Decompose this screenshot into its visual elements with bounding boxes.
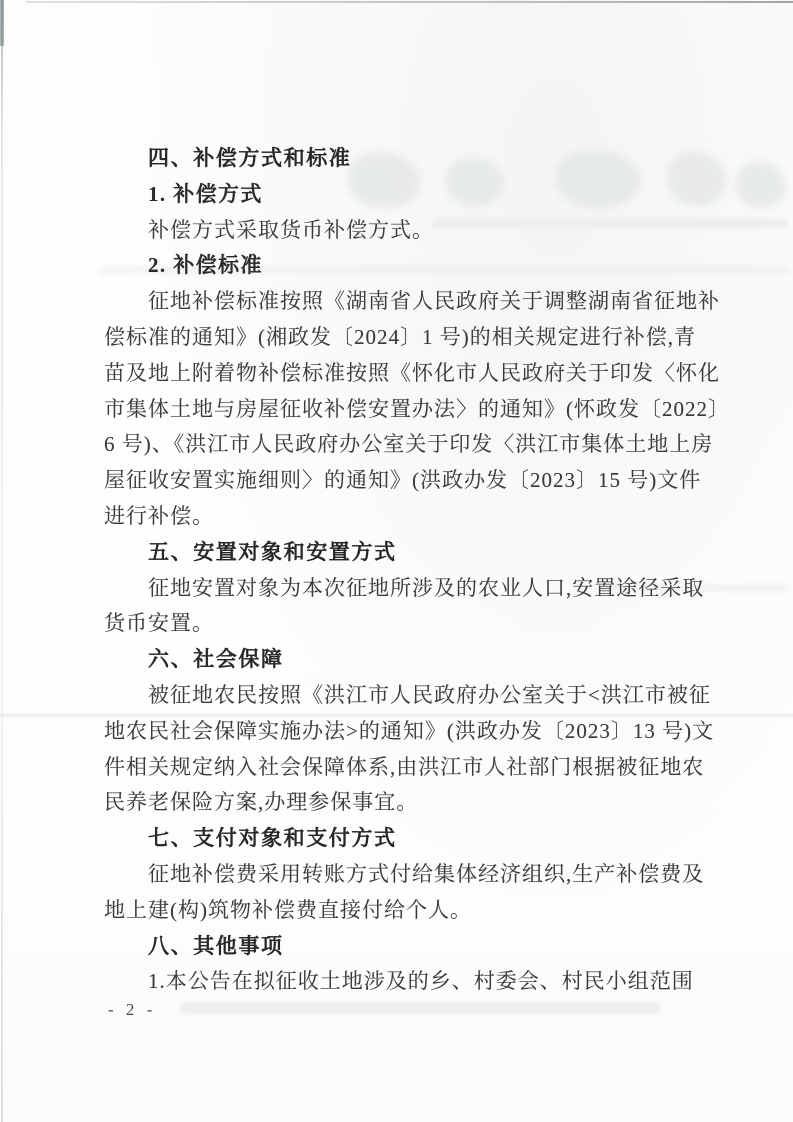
subheading-compensation-method: 1. 补偿方式 [148,181,263,206]
document-body [104,141,730,1000]
text-line: 地上建(构)筑物补偿费直接付给个人。 [104,897,472,922]
text-line: 补偿方式采取货币补偿方式。 [148,217,434,242]
text-line: 征地补偿费采用转账方式付给集体经济组织,生产补偿费及 [148,861,705,886]
text-line: 进行补偿。 [104,503,214,528]
text-line: 地农民社会保障实施办法>的通知》(洪政办发〔2023〕13 号)文 [104,718,715,743]
subheading-compensation-standard: 2. 补偿标准 [148,253,263,278]
scan-top-edge-artifact [26,1,793,3]
text-line: 屋征收安置实施细则〉的通知》(洪政办发〔2023〕15 号)文件 [104,468,702,493]
bleedthrough-artifact [736,162,786,208]
scan-corner-mark-artifact [0,0,4,46]
text-line: 货币安置。 [104,611,214,636]
scan-left-edge-artifact [1,0,3,1122]
text-line: 1.本公告在拟征收土地涉及的乡、村委会、村民小组范围 [148,969,694,994]
text-line: 偿标准的通知》(湘政发〔2024〕1 号)的相关规定进行补偿,青 [104,324,696,349]
section-heading-6: 六、社会保障 [148,648,284,672]
section-heading-4: 四、补偿方式和标准 [148,147,352,170]
text-line: 6 号)、《洪江市人民政府办公室关于印发〈洪江市集体土地上房 [104,432,714,457]
text-line: 征地安置对象为本次征地所涉及的农业人口,安置途径采取 [148,575,705,600]
text-line: 市集体土地与房屋征收补偿安置办法〉的通知》(怀政发〔2022〕 [104,396,730,421]
text-line: 件相关规定纳入社会保障体系,由洪江市人社部门根据被征地农 [104,754,705,779]
text-line: 征地补偿标准按照《湖南省人民政府关于调整湖南省征地补 [148,289,720,314]
text-line: 苗及地上附着物补偿标准按照《怀化市人民政府关于印发〈怀化 [104,360,720,385]
page-number: - 2 - [108,1000,157,1019]
section-heading-5: 五、安置对象和安置方式 [148,540,397,564]
text-line: 被征地农民按照《洪江市人民政府办公室关于<洪江市被征 [148,682,711,707]
text-line: 民养老保险方案,办理参保事宜。 [104,790,419,815]
smudge-artifact [180,1002,660,1014]
section-heading-7: 七、支付对象和支付方式 [148,827,397,851]
section-heading-8: 八、其他事项 [148,934,284,958]
